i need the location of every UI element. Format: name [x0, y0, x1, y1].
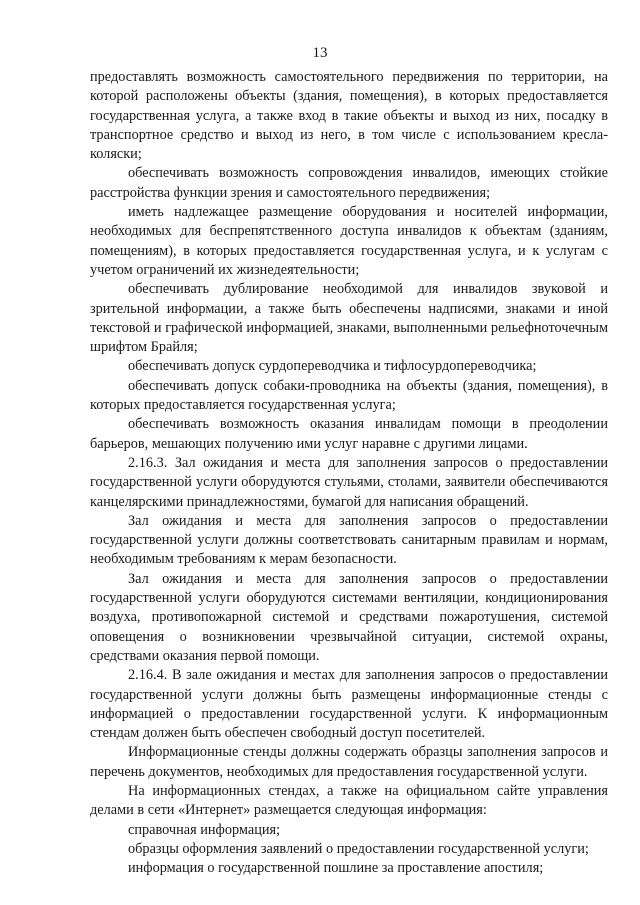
page-number: 13: [312, 45, 328, 61]
paragraph: На информационных стендах, а также на официальном сайте управления делами в сети «Интернет» размещается следующая информация:: [90, 782, 608, 819]
paragraph: обеспечивать допуск сурдопереводчика и тифлосурдопереводчика;: [128, 358, 537, 375]
paragraph: обеспечивать дублирование необходимой для инвалидов звуковой и зрительной информации, а также быть обеспечены надписями, знаками и иной текстовой и графической информацией, знаками, выполненными рельефноточечным шрифтом Брайля;: [90, 281, 608, 356]
paragraph: информация о государственной пошлине за проставление апостиля;: [128, 860, 544, 877]
paragraph: обеспечивать допуск собаки-проводника на объекты (здания, помещения), в которых предоставляется государственная услуга;: [90, 377, 608, 414]
document-body: [90, 68, 608, 878]
paragraph: Информационные стенды должны содержать образцы заполнения запросов и перечень документов, необходимых для предоставления государственной услуги.: [90, 744, 608, 780]
paragraph: образцы оформления заявлений о предоставлении государственной услуги;: [128, 840, 589, 857]
paragraph: обеспечивать возможность оказания инвалидам помощи в преодолении барьеров, мешающих получению ими услуг наравне с другими лицами.: [90, 416, 608, 452]
paragraph: Зал ожидания и места для заполнения запросов о предоставлении государственной услуги должны соответствовать санитарным правилам и нормам, необходимым требованиям к мерам безопасности.: [90, 512, 608, 568]
paragraph: 2.16.4. В зале ожидания и местах для заполнения запросов о предоставлении государственной услуги должны быть размещены информационные стенды с информацией о предоставлении государственной услуги. К информационным стендам должен быть обеспечен свободный доступ посетителей.: [90, 667, 608, 742]
paragraph: обеспечивать возможность сопровождения инвалидов, имеющих стойкие расстройства функции зрения и самостоятельного передвижения;: [90, 165, 608, 201]
paragraph: 2.16.3. Зал ожидания и места для заполнения запросов о предоставлении государственной услуги оборудуются стульями, столами, заявители обеспечиваются канцелярскими принадлежностями, бумагой для написания обращений.: [90, 454, 608, 510]
paragraph: справочная информация;: [128, 821, 281, 838]
paragraph: иметь надлежащее размещение оборудования и носителей информации, необходимых для беспрепятственного доступа инвалидов к объектам (зданиям, помещениям), в которых предоставляется государственная услуга, и к услугам с учетом ограничений их жизнедеятельности;: [90, 204, 608, 278]
paragraph: Зал ожидания и места для заполнения запросов о предоставлении государственной услуги оборудуются системами вентиляции, кондиционирования воздуха, противопожарной системой и средствами пожаротушения, системой оповещения о возникновении чрезвычайной ситуации, системой охраны, средствами оказания первой помощи.: [90, 570, 608, 664]
paragraph: предоставлять возможность самостоятельного передвижения по территории, на которой расположены объекты (здания, помещения), в которых предоставляется государственная услуга, а также вход в такие объекты и выход из них, посадку в транспортное средство и выход из него, в том числе с использованием кресла-коляски;: [90, 69, 608, 163]
